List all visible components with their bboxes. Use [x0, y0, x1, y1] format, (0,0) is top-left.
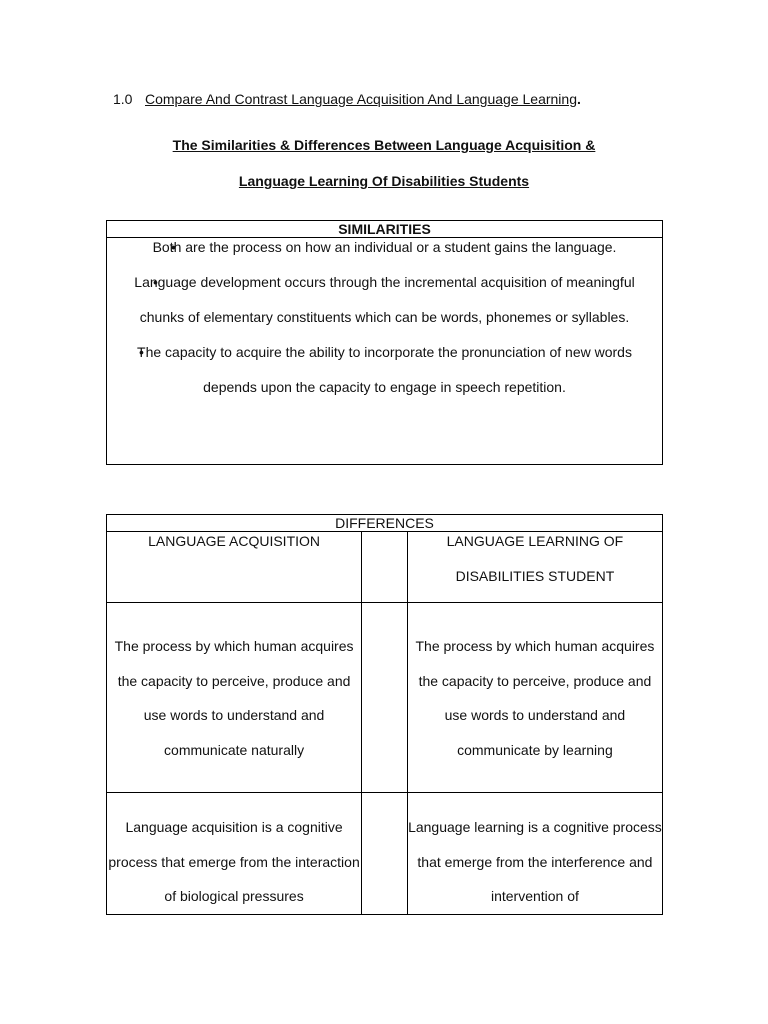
similarity-item-text: Both are the process on how an individual or a student gains the language.: [152, 239, 617, 255]
differences-header: DIFFERENCES: [107, 515, 663, 532]
section-heading: [113, 91, 581, 107]
column-header-learning: LANGUAGE LEARNING OF DISABILITIES STUDENT: [407, 532, 662, 603]
similarity-item: [117, 265, 652, 335]
learning-cell: The process by which human acquires the capacity to perceive, produce and use words to understand and communicate by learning: [407, 603, 662, 793]
section-title: Compare And Contrast Language Acquisition And Language Learning: [145, 91, 577, 107]
learning-cell: Language learning is a cognitive process that emerge from the interference and intervention of: [407, 793, 662, 915]
section-number: 1.0: [113, 91, 133, 107]
similarity-item-text: Language development occurs through the incremental acquisition of meaningful chunks of elementary constituents which can be words, phonemes or syllables.: [134, 274, 635, 325]
similarity-item: [117, 230, 652, 265]
similarities-list: [117, 238, 652, 413]
similarity-item-text: The capacity to acquire the ability to incorporate the pronunciation of new words depends upon the capacity to engage in speech repetition.: [137, 344, 632, 395]
differences-table: [106, 514, 663, 915]
acquisition-cell: The process by which human acquires the capacity to perceive, produce and use words to understand and communicate naturally: [107, 603, 362, 793]
table-row: [107, 603, 663, 793]
table-row: [107, 793, 663, 915]
similarity-item: [117, 335, 652, 405]
section-title-period: .: [577, 91, 581, 107]
spacer-column-cell: [362, 793, 408, 915]
similarities-table: [106, 220, 663, 465]
spacer-column-cell: [362, 603, 408, 793]
column-header-acquisition: LANGUAGE ACQUISITION: [107, 532, 362, 603]
document-title-line-1: The Similarities & Differences Between Language Acquisition &: [172, 137, 596, 153]
document-title-line-2: Language Learning Of Disabilities Students: [238, 173, 530, 189]
similarities-header: SIMILARITIES: [107, 221, 663, 238]
similarities-list-cell: [107, 238, 663, 465]
spacer-column-cell: [362, 532, 408, 603]
acquisition-cell: Language acquisition is a cognitive process that emerge from the interaction of biological pressures: [107, 793, 362, 915]
